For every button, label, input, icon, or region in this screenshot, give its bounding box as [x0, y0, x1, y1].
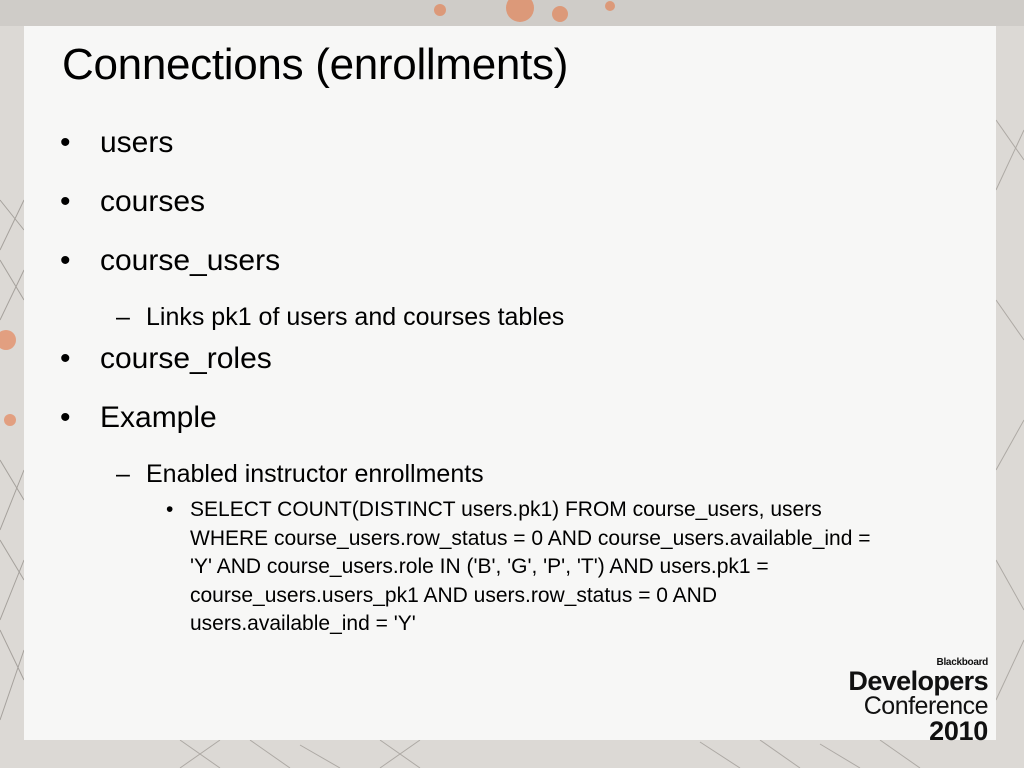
bullet-text: course_users — [100, 244, 281, 277]
bullet-text: Example — [100, 401, 217, 434]
bullet-text: courses — [100, 185, 206, 218]
logo-line1: Developers — [848, 666, 988, 696]
bullet-marker: • — [60, 126, 71, 159]
slide-title: Connections (enrollments) — [62, 40, 569, 89]
conference-logo — [848, 658, 988, 744]
bullet-marker: • — [60, 244, 71, 277]
bullet-marker: • — [60, 185, 71, 218]
logo-line2: Conference — [863, 692, 988, 720]
bullet-marker: • — [60, 342, 71, 375]
sub-bullet-text: Links pk1 of users and courses tables — [146, 303, 565, 331]
bullet-text: course_roles — [100, 342, 272, 375]
dash-marker: – — [116, 460, 130, 488]
bullet-marker: • — [60, 401, 71, 434]
logo-year: 2010 — [929, 716, 988, 746]
bullet-marker: • — [166, 498, 174, 521]
dash-marker: – — [116, 303, 130, 331]
sql-query-text: SELECT COUNT(DISTINCT users.pk1) FROM course_users, users WHERE course_users.row_status = 0 AND course_users.available_ind = 'Y' AND course_users.role IN ('B', 'G', 'P', 'T') AND users.pk1 = course_users.users_pk1 AND users.row_status = 0 AND users.available_ind = 'Y' — [190, 498, 871, 635]
bullet-text: users — [100, 126, 174, 159]
sub-bullet-text: Enabled instructor enrollments — [146, 460, 484, 488]
logo-brand: Blackboard — [936, 657, 988, 668]
